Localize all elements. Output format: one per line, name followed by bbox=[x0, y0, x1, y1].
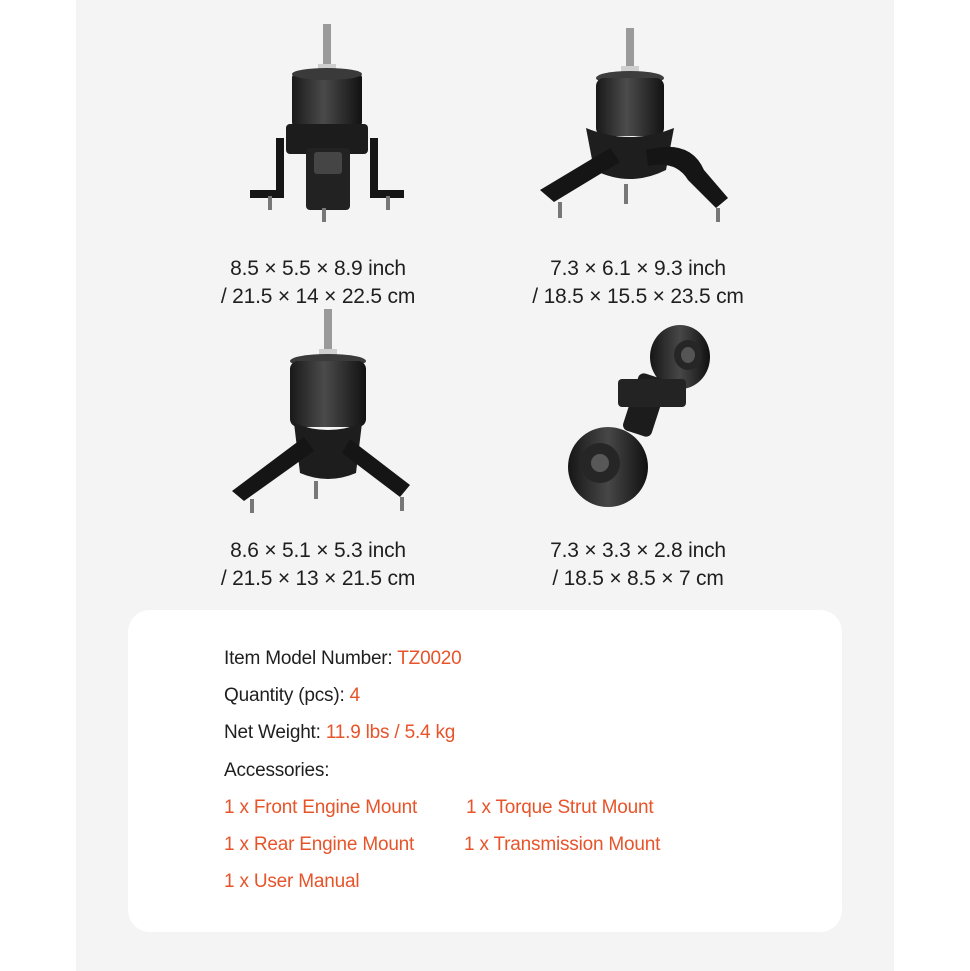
accessory-item: 1 x User Manual bbox=[224, 871, 360, 892]
front-engine-mount-image bbox=[210, 20, 450, 240]
product-dimensions bbox=[478, 255, 798, 311]
accessory-item: 1 x Rear Engine Mount bbox=[224, 834, 415, 855]
quantity-row bbox=[224, 684, 360, 708]
dimensions-inch: 7.3 × 6.1 × 9.3 inch bbox=[550, 257, 726, 280]
accessory-item: 1 x Transmission Mount bbox=[464, 834, 661, 855]
transmission-mount-image bbox=[520, 305, 760, 525]
dimensions-cm: / 18.5 × 8.5 × 7 cm bbox=[552, 567, 724, 590]
accessory-item: 1 x Torque Strut Mount bbox=[466, 797, 654, 818]
dimensions-cm: / 18.5 × 15.5 × 23.5 cm bbox=[532, 285, 744, 308]
net-weight-value: 11.9 lbs / 5.4 kg bbox=[325, 722, 456, 743]
net-weight-label: Net Weight: bbox=[224, 722, 321, 743]
model-number-label: Item Model Number: bbox=[224, 648, 393, 669]
product-dimensions bbox=[158, 255, 478, 311]
product-dimensions bbox=[158, 537, 478, 593]
model-number-row bbox=[224, 647, 462, 671]
accessories-heading: Accessories: bbox=[224, 760, 330, 781]
dimensions-inch: 8.6 × 5.1 × 5.3 inch bbox=[230, 539, 406, 562]
quantity-value: 4 bbox=[349, 685, 361, 706]
dimensions-inch: 7.3 × 3.3 × 2.8 inch bbox=[550, 539, 726, 562]
product-dimensions bbox=[478, 537, 798, 593]
torque-strut-mount-image bbox=[520, 20, 760, 240]
dimensions-inch: 8.5 × 5.5 × 8.9 inch bbox=[230, 257, 406, 280]
quantity-label: Quantity (pcs): bbox=[224, 685, 345, 706]
net-weight-row bbox=[224, 721, 455, 745]
dimensions-cm: / 21.5 × 14 × 22.5 cm bbox=[220, 285, 416, 308]
model-number-value: TZ0020 bbox=[397, 648, 462, 669]
dimensions-cm: / 21.5 × 13 × 21.5 cm bbox=[220, 567, 416, 590]
accessory-item: 1 x Front Engine Mount bbox=[224, 797, 418, 818]
rear-engine-mount-image bbox=[210, 305, 450, 525]
